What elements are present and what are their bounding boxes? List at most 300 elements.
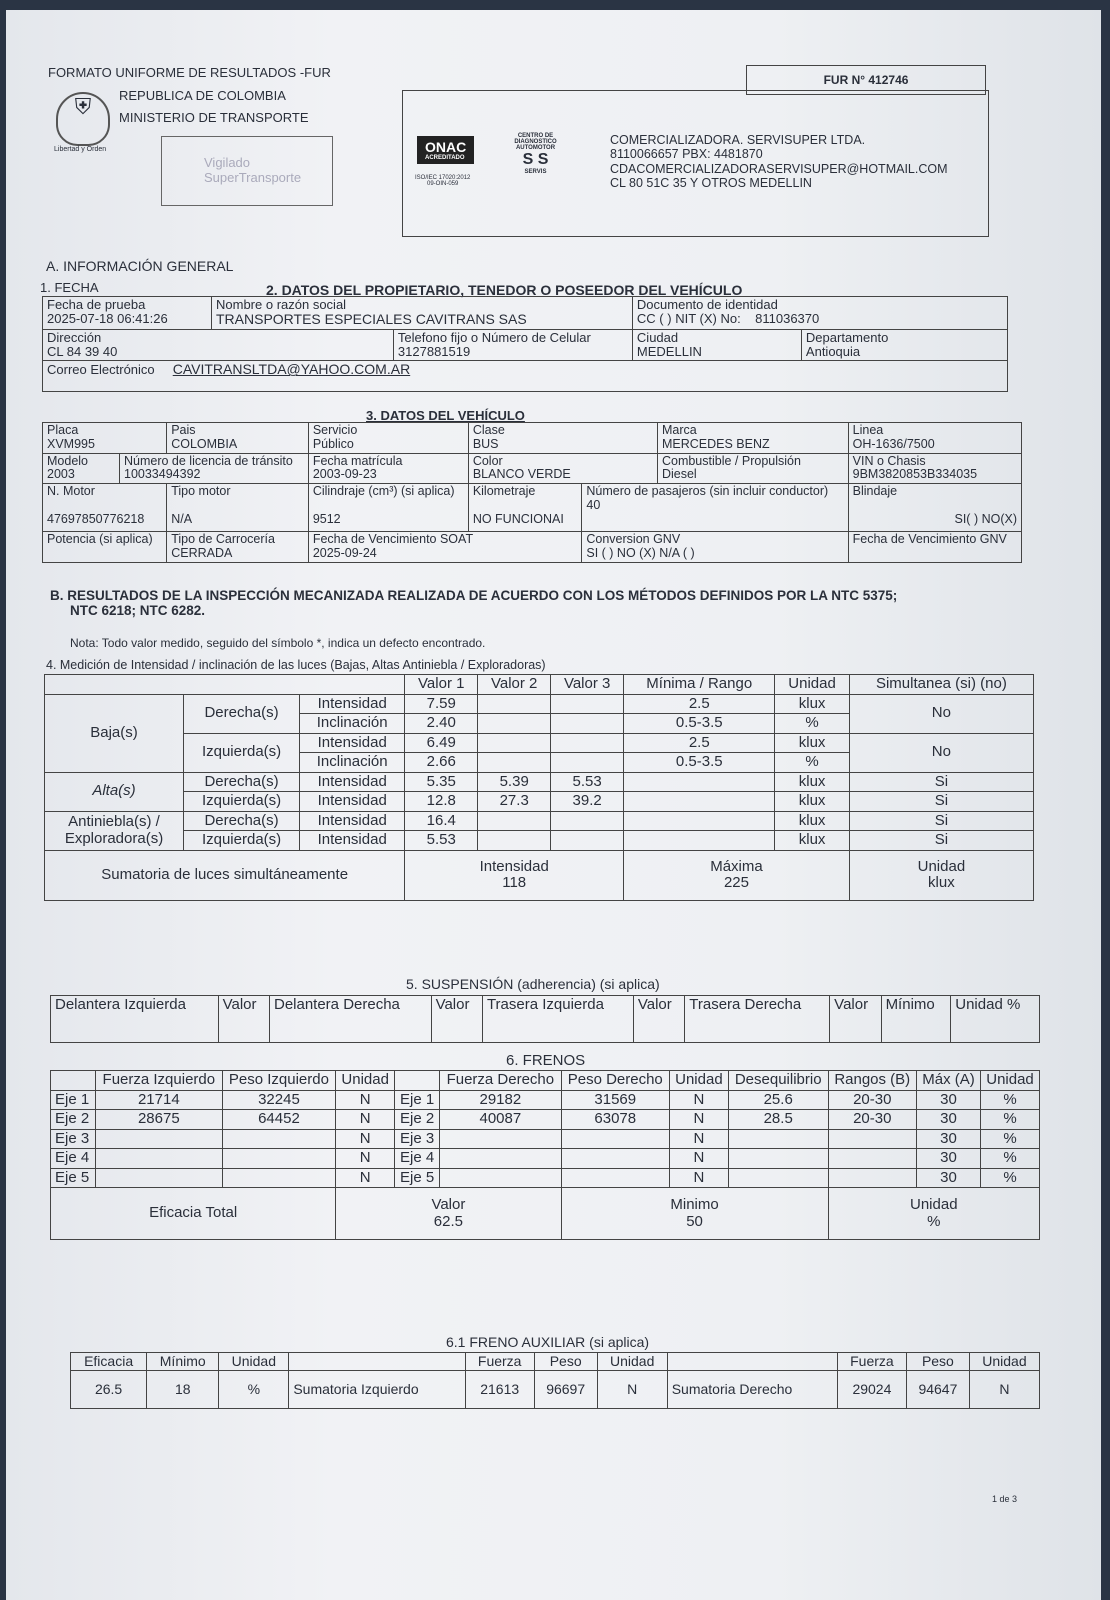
text: SERVIS [524,169,547,175]
table-cell: % [981,1149,1040,1169]
table-cell [551,753,624,773]
table-cell: Derecha(s) [184,772,300,792]
table-cell [801,329,1007,361]
table-cell: Mínima / Rango [624,675,775,695]
table-cell: 21714 [96,1090,223,1110]
text: ONAC [425,139,467,155]
company-info [610,133,948,191]
table-cell: 5.53 [551,772,624,792]
cda-box [402,90,989,237]
table-cell [848,484,1021,532]
table-cell [657,423,848,454]
table-cell [551,831,624,851]
text: Número de licencia de tránsito [124,453,293,468]
test-date: 2025-07-18 06:41:26 [47,311,168,327]
table-cell [96,1129,223,1149]
table-cell: klux [775,792,849,812]
text: SuperTransporte [204,170,302,185]
table-cell: Derecha(s) [184,694,300,733]
table-cell: Unidad [775,675,849,695]
table-cell [828,1188,1039,1240]
table-cell: Inclinación [300,714,405,734]
table-cell: 28675 [96,1110,223,1130]
table-cell [848,423,1021,454]
brakes-header [395,1071,440,1091]
table-cell [308,532,582,563]
table-cell [624,811,775,831]
text: NO FUNCIONAI [472,511,564,526]
table-cell: Fuerza [837,1353,906,1371]
table-cell [468,453,657,484]
text: Combustible / Propulsión [661,453,801,468]
table-cell: Intensidad [300,694,405,714]
table-cell: 5.53 [405,831,478,851]
table-cell [582,484,848,532]
table-cell [551,733,624,753]
iso-cert [415,175,470,187]
brakes-table [50,1070,1040,1240]
text: BUS [472,436,499,451]
table-cell [624,831,775,851]
table-cell: Unidad [597,1353,667,1371]
table-cell [478,714,551,734]
text: NTC 6218; NTC 6282. [70,603,206,618]
table-cell [222,1129,336,1149]
table-cell [45,675,405,695]
text: 118 [502,874,527,891]
brake-axle-row [51,1110,1040,1130]
table-cell: 16.4 [405,811,478,831]
table-cell [551,714,624,734]
motto: Libertad y Orden [54,146,107,153]
suspension-table [50,995,1040,1043]
table-cell: Baja(s) [45,694,184,772]
table-cell: 0.5-3.5 [624,753,775,773]
table-cell: N [597,1371,667,1409]
text: Telefono fijo o Número de Celular [397,329,591,345]
table-cell: Valor [633,996,684,1043]
table-cell: N [336,1149,395,1169]
table-cell [43,297,212,330]
brakes-header: Rangos (B) [828,1071,916,1091]
table-cell [561,1188,828,1240]
table-cell: Trasera Derecha [685,996,830,1043]
table-cell: 63078 [561,1110,669,1130]
table-cell: Fuerza [465,1353,534,1371]
table-cell: 7.59 [405,694,478,714]
table-cell: Delantera Izquierda [51,996,219,1043]
text: 2003-09-23 [312,467,377,482]
text: 8110066657 PBX: 4481870 [610,147,763,162]
table-cell: 2.5 [624,694,775,714]
table-cell: N [669,1149,728,1169]
table-cell: 25.6 [728,1090,828,1110]
table-cell: klux [775,733,849,753]
section-a: A. INFORMACIÓN GENERAL [46,258,234,274]
text: Clase [472,423,505,437]
table-cell: Eje 3 [51,1129,96,1149]
table-cell: Eficacia [71,1353,147,1371]
table-cell [478,831,551,851]
table-cell [308,453,468,484]
table-cell: Peso [906,1353,969,1371]
text: Blindaje [852,484,898,498]
table-cell [561,1149,669,1169]
table-cell: Eje 1 [395,1090,440,1110]
table-cell: 32245 [222,1090,336,1110]
text: 40 [586,497,601,512]
table-cell: 0.5-3.5 [624,714,775,734]
owner-name: TRANSPORTES ESPECIALES CAVITRANS SAS [216,311,527,328]
fecha-heading: 1. FECHA [40,280,99,295]
table-cell [43,361,1008,392]
text: Nombre o razón social [216,297,347,312]
table-cell [624,792,775,812]
table-cell: klux [775,831,849,851]
table-cell: Valor 1 [405,675,478,695]
owner-heading: 2. DATOS DEL PROPIETARIO, TENEDOR O POSEEDOR DEL VEHÍCULO [266,282,743,298]
table-cell: Eficacia Total [51,1188,336,1240]
table-cell: 96697 [534,1371,597,1409]
text: Correo Electrónico [47,362,155,378]
text: Ciudad [636,329,679,345]
table-cell: Eje 2 [51,1110,96,1130]
text: S S [522,151,549,168]
table-cell [551,811,624,831]
table-cell: Intensidad [300,792,405,812]
text: 10033494392 [124,467,201,482]
table-cell: Valor [431,996,482,1043]
table-cell: 2.5 [624,733,775,753]
table-cell: Sumatoria de luces simultáneamente [45,850,405,900]
text: N/A [171,511,193,526]
text: 62.5 [433,1212,463,1230]
text: Fecha de Vencimiento GNV [852,532,1007,546]
text: Potencia (si aplica) [47,532,153,546]
suspension-heading: 5. SUSPENSIÓN (adherencia) (si aplica) [406,976,660,992]
table-cell [212,297,633,330]
table-cell: Mínimo [881,996,951,1043]
table-cell: Intensidad [300,811,405,831]
aux-brake-heading: 6.1 FRENO AUXILIAR (si aplica) [446,1334,650,1350]
table-cell [849,850,1033,900]
table-cell [624,772,775,792]
text: CDACOMERCIALIZADORASERVISUPER@HOTMAIL.COM [610,161,948,176]
table-cell: 2.66 [405,753,478,773]
text: Fecha de prueba [47,297,146,312]
owner-address: CL 84 39 40 [47,343,118,359]
table-cell: Eje 4 [395,1149,440,1169]
table-cell: N [669,1110,728,1130]
table-cell: Antiniebla(s) / Exploradora(s) [45,811,184,850]
brakes-header: Unidad [336,1071,395,1091]
republic: REPUBLICA DE COLOMBIA [119,88,286,103]
table-cell: % [981,1090,1040,1110]
table-cell: Derecha(s) [184,811,300,831]
table-cell [561,1129,669,1149]
text: 2003 [47,467,75,482]
owner-phone: 3127881519 [397,343,471,359]
aux-brake-table [70,1352,1040,1409]
onac-logo [417,136,474,164]
table-cell: No [849,733,1033,772]
table-cell: 20-30 [828,1090,916,1110]
text: % [927,1212,941,1230]
table-cell: Eje 5 [395,1168,440,1188]
table-cell [632,329,801,361]
table-cell: Sumatoria Izquierdo [289,1371,465,1409]
table-cell: N [336,1129,395,1149]
table-cell: Izquierda(s) [184,792,300,812]
table-cell [167,484,309,532]
table-cell: Unidad [969,1353,1039,1371]
text: SI ( ) NO (X) N/A ( ) [586,545,695,560]
table-cell: Eje 2 [395,1110,440,1130]
table-cell [167,532,309,563]
text: Departamento [805,329,889,345]
table-cell [561,1168,669,1188]
table-cell: 30 [916,1129,980,1149]
text: Número de pasajeros (sin incluir conductor) [586,484,829,498]
brake-axle-row [51,1129,1040,1149]
brakes-header: Peso Derecho [561,1071,669,1091]
table-cell: 12.8 [405,792,478,812]
table-cell [96,1149,223,1169]
text: Tipo motor [171,484,231,498]
table-cell: Si [849,772,1033,792]
text: 50 [686,1212,703,1230]
owner-email: CAVITRANSLTDA@YAHOO.COM.AR [172,361,411,378]
table-cell: 18 [147,1371,219,1409]
table-cell [728,1149,828,1169]
cda-logo [503,133,568,175]
text: MERCEDES BENZ [661,436,770,451]
table-cell: 2.40 [405,714,478,734]
table-cell [667,1353,837,1371]
table-cell: Si [849,792,1033,812]
text: Modelo [47,453,88,468]
table-cell [632,297,1007,330]
table-cell: Izquierda(s) [184,733,300,772]
table-cell [551,694,624,714]
text: Linea [852,423,884,437]
text: Placa [47,423,79,437]
table-cell: N [669,1168,728,1188]
table-cell: 28.5 [728,1110,828,1130]
text: Fecha matrícula [312,453,403,468]
table-cell: Valor 2 [478,675,551,695]
table-cell: 5.39 [478,772,551,792]
table-cell: 26.5 [71,1371,147,1409]
table-cell: N [669,1129,728,1149]
table-cell: 30 [916,1090,980,1110]
table-cell: 20-30 [828,1110,916,1130]
table-cell [828,1149,916,1169]
text: OH-1636/7500 [852,436,935,451]
text: Tipo de Carrocería [171,532,275,546]
text: B. RESULTADOS DE LA INSPECCIÓN MECANIZADA REALIZADA DE ACUERDO CON LOS MÉTODOS DEFINIDOS POR LA NTC 5375; [50,588,898,603]
table-cell [582,532,848,563]
table-cell: Inclinación [300,753,405,773]
text: Unidad [910,1196,958,1213]
table-cell: Delantera Derecha [269,996,431,1043]
table-cell: klux [775,811,849,831]
table-cell [51,1071,96,1091]
owner-id: 811036370 [755,311,820,327]
text: Cilindraje (cm³) (si aplica) [312,484,455,498]
table-cell [120,453,309,484]
brakes-heading: 6. FRENOS [506,1052,586,1069]
text: CENTRO DE DIAGNOSTICO AUTOMOTOR [514,133,557,151]
table-cell [478,733,551,753]
table-cell [848,532,1021,563]
table-cell: N [336,1090,395,1110]
table-cell: Eje 4 [51,1149,96,1169]
table-cell: Intensidad [300,733,405,753]
text: Público [312,436,354,451]
table-cell: 27.3 [478,792,551,812]
form-title: FORMATO UNIFORME DE RESULTADOS -FUR [48,65,331,80]
table-cell [308,484,468,532]
table-cell [43,532,167,563]
table-cell: Unidad % [951,996,1040,1043]
results-heading [50,588,897,618]
table-cell: Intensidad [300,772,405,792]
text: Conversion GNV [586,532,681,546]
text: CC ( ) NIT (X) No: [636,311,741,327]
table-cell [43,453,120,484]
table-cell: % [219,1371,289,1409]
table-cell [440,1129,561,1149]
text: Minimo [670,1196,719,1213]
table-cell: 21613 [465,1371,534,1409]
owner-department: Antioquia [805,343,861,359]
table-cell: Unidad [219,1353,289,1371]
brakes-header: Máx (A) [916,1071,980,1091]
table-cell [405,850,624,900]
table-cell: klux [775,694,849,714]
table-cell: N [669,1090,728,1110]
owner-table [42,296,1008,392]
results-note: Nota: Todo valor medido, seguido del símbolo *, indica un defecto encontrado. [70,636,486,650]
table-cell: % [775,714,849,734]
text: VIN o Chasis [852,453,926,468]
table-cell: Mínimo [147,1353,219,1371]
table-cell: Si [849,831,1033,851]
table-cell: N [336,1168,395,1188]
vehicle-heading: 3. DATOS DEL VEHÍCULO [366,408,525,423]
table-cell [478,694,551,714]
text: BLANCO VERDE [472,467,571,482]
text: Documento de identidad [636,297,778,312]
text: ISO/IEC 17020:2012 [415,175,471,181]
table-cell: N [969,1371,1039,1409]
table-cell [657,453,848,484]
brakes-header: Fuerza Derecho [440,1071,561,1091]
table-cell [222,1168,336,1188]
table-cell: 30 [916,1149,980,1169]
table-cell [624,850,850,900]
text: SI( ) NO(X) [954,511,1017,526]
lights-table [44,674,1034,901]
brakes-header: Unidad [981,1071,1040,1091]
table-cell: Izquierda(s) [184,831,300,851]
table-cell [478,753,551,773]
table-cell: Sumatoria Derecho [667,1371,837,1409]
text: COLOMBIA [171,436,238,451]
table-cell: Peso [534,1353,597,1371]
table-cell: Intensidad [300,831,405,851]
text: Unidad [917,857,966,875]
ministry: MINISTERIO DE TRANSPORTE [119,110,309,125]
table-cell: Simultanea (si) (no) [849,675,1033,695]
table-cell: 31569 [561,1090,669,1110]
text: 9512 [312,511,341,526]
table-cell: 94647 [906,1371,969,1409]
brake-axle-row [51,1149,1040,1169]
table-cell: 64452 [222,1110,336,1130]
table-cell [828,1129,916,1149]
text: ACREDITADO [425,155,465,161]
lights-heading: 4. Medición de Intensidad / inclinación de las luces (Bajas, Altas Antiniebla / Exploradoras) [46,658,546,672]
table-cell [167,423,309,454]
table-cell: No [849,694,1033,733]
table-cell: % [981,1168,1040,1188]
page-number: 1 de 3 [992,1494,1018,1504]
text: Dirección [47,329,102,345]
text: Valor [431,1196,466,1213]
table-cell: 5.35 [405,772,478,792]
table-cell: Valor 3 [551,675,624,695]
brakes-header: Unidad [669,1071,728,1091]
text: Vigilado [204,155,251,170]
table-cell: 39.2 [551,792,624,812]
table-cell [43,423,167,454]
brakes-header: Fuerza Izquierdo [96,1071,223,1091]
table-cell [96,1168,223,1188]
text: 2025-09-24 [312,545,377,560]
text: Color [472,453,503,468]
table-cell: Valor [218,996,269,1043]
fur-number: FUR N° 412746 [746,65,986,95]
table-cell [478,811,551,831]
table-cell [468,423,657,454]
text: Kilometraje [472,484,536,498]
table-cell: % [981,1129,1040,1149]
brakes-header: Desequilibrio [728,1071,828,1091]
table-cell [43,329,394,361]
table-cell: % [981,1110,1040,1130]
text: Servicio [312,423,358,437]
table-cell: N [336,1110,395,1130]
table-cell [828,1168,916,1188]
table-cell: Eje 1 [51,1090,96,1110]
table-cell [440,1149,561,1169]
table-cell [393,329,632,361]
text: 47697850776218 [47,511,145,526]
text: COMERCIALIZADORA. SERVISUPER LTDA. [610,133,866,147]
text: CL 80 51C 35 Y OTROS MEDELLIN [610,176,812,191]
table-cell: Trasera Izquierda [482,996,633,1043]
text: Fecha de Vencimiento SOAT [312,532,474,546]
table-cell: 6.49 [405,733,478,753]
table-cell: % [775,753,849,773]
table-cell: 30 [916,1110,980,1130]
table-cell: 40087 [440,1110,561,1130]
table-cell: 29024 [837,1371,906,1409]
table-cell: Eje 5 [51,1168,96,1188]
table-cell: Eje 3 [395,1129,440,1149]
